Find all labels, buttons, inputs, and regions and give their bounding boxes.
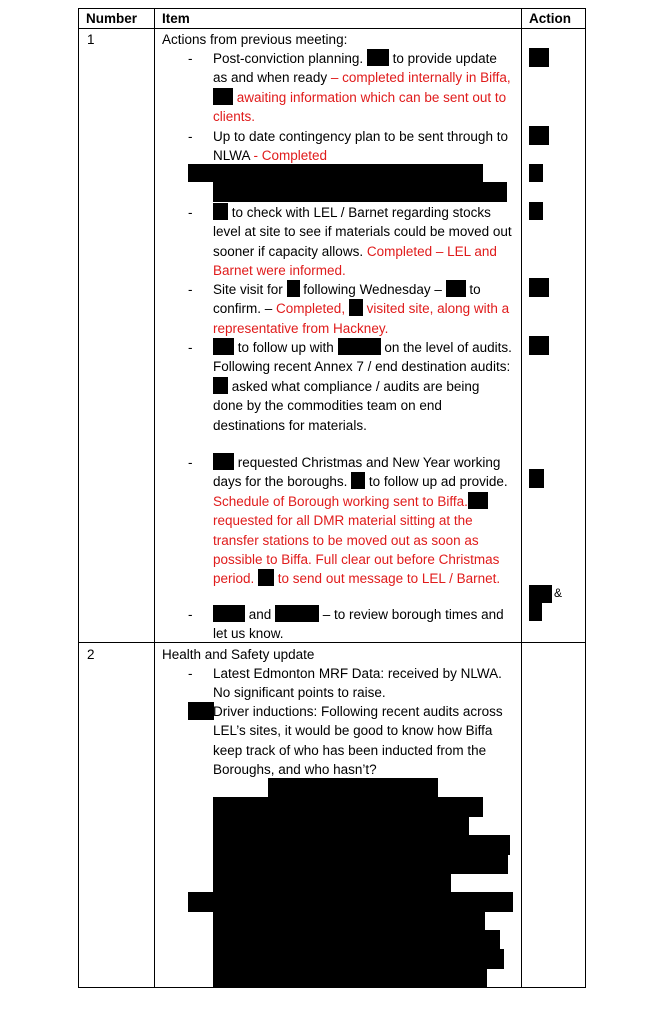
redaction-block — [213, 968, 487, 987]
bullet-text: and — [245, 607, 276, 622]
bullet-text: to check with LEL / Barnet regarding stocks level at site to see if materials could be moved out sooner if capacity allows. — [213, 205, 512, 259]
bullet-red-text: Completed, — [276, 301, 349, 317]
bullet-contingency-plan — [213, 127, 513, 166]
action-redaction — [529, 469, 544, 488]
row-number-2: 2 — [87, 647, 95, 662]
bullet-text: Site visit for — [213, 282, 287, 297]
redaction-block — [275, 605, 319, 622]
bullet-dash: - — [188, 340, 193, 355]
redaction-block — [338, 338, 381, 355]
redaction-block — [468, 492, 488, 509]
bullet-red-text: requested for all DMR material sitting at the transfer stations to be moved out as soon as possible to Biffa. Full clear out before Christmas period. — [213, 513, 500, 587]
redaction-block — [213, 338, 234, 355]
bullet-site-visit — [213, 280, 513, 338]
bullet-dash: - — [188, 51, 193, 66]
redaction-block — [213, 453, 234, 470]
redaction-block — [213, 930, 500, 950]
redaction-block — [268, 778, 438, 797]
redaction-block — [367, 49, 389, 66]
redaction-block — [213, 182, 507, 202]
redaction-block — [213, 203, 228, 220]
bullet-christmas-working-days — [213, 453, 513, 589]
bullet-red-text: - Completed — [253, 148, 328, 164]
bullet-dash: - — [188, 666, 193, 681]
action-ampersand: & — [554, 586, 563, 600]
bullet-dash: - — [188, 455, 193, 470]
row2-heading: Health and Safety update — [162, 647, 315, 662]
table-column-divider-1 — [154, 8, 155, 988]
bullet-stocks-level — [213, 203, 513, 281]
bullet-text: to confirm. – — [213, 282, 481, 317]
bullet-text: Latest Edmonton MRF Data: received by NLWA. No significant points to raise. — [213, 666, 502, 701]
action-redaction — [529, 585, 552, 603]
redaction-block — [213, 911, 485, 931]
redaction-block — [446, 280, 466, 297]
bullet-red-text: Completed – LEL and Barnet were informed. — [213, 243, 497, 279]
redaction-block — [213, 88, 233, 105]
redaction-block — [287, 280, 300, 297]
bullet-mrf-data — [213, 664, 513, 703]
action-redaction — [529, 126, 549, 145]
redaction-block — [213, 816, 469, 836]
redaction-block — [213, 377, 228, 394]
bullet-audits — [213, 338, 513, 435]
header-action: Action — [529, 11, 571, 26]
row1-heading: Actions from previous meeting: — [162, 32, 348, 47]
bullet-text: Driver inductions: Following recent audits across LEL’s sites, it would be good to know how Biffa keep track of who has been inducted from the Boroughs, and who hasn’t? — [213, 704, 503, 778]
redaction-block — [188, 164, 483, 182]
action-redaction — [529, 48, 549, 67]
redaction-block — [258, 569, 274, 586]
action-redaction — [529, 336, 549, 355]
action-redaction — [529, 164, 543, 182]
header-item: Item — [162, 11, 190, 26]
bullet-red-text: – completed internally in Biffa, — [327, 70, 511, 86]
redaction-block — [213, 797, 483, 817]
bullet-text: asked what compliance / audits are being done by the commodities team on end destinations for materials. — [213, 378, 480, 433]
bullet-dash: - — [188, 129, 193, 144]
table-border-left — [78, 8, 79, 988]
header-number: Number — [86, 11, 138, 26]
bullet-dash: - — [188, 607, 193, 622]
redaction-block — [213, 605, 245, 622]
bullet-dash: - — [188, 282, 193, 297]
bullet-text: to follow up with — [234, 340, 338, 355]
bullet-red-text: visited site, along with a representative from Hackney. — [213, 301, 510, 336]
bullet-dash: - — [188, 205, 193, 220]
redaction-block — [213, 835, 510, 855]
bullet-review-borough-times — [213, 605, 513, 644]
row-number-1: 1 — [87, 32, 95, 47]
bullet-text: requested Christmas and New Year working days for the boroughs. — [213, 455, 501, 490]
bullet-text: to provide update as and when ready — [213, 51, 497, 86]
redaction-block — [213, 949, 504, 969]
bullet-post-conviction — [213, 49, 513, 127]
table-column-divider-2 — [521, 8, 522, 988]
bullet-text: Up to date contingency plan to be sent through to NLWA — [213, 129, 508, 164]
bullet-text: Post-conviction planning. — [213, 51, 367, 66]
redaction-block — [213, 873, 451, 893]
redaction-block — [188, 702, 214, 720]
bullet-red-text: Schedule of Borough working sent to Biffa. — [213, 493, 468, 509]
bullet-red-text: awaiting information which can be sent out to clients. — [213, 89, 507, 125]
redaction-block — [351, 472, 365, 489]
bullet-text: to follow up ad provide. — [365, 474, 508, 490]
bullet-text: – to review borough times and let us know. — [213, 607, 504, 642]
redaction-block — [349, 299, 363, 316]
action-redaction — [529, 278, 549, 297]
bullet-red-text: to send out message to LEL / Barnet. — [274, 571, 501, 587]
bullet-text: following Wednesday – — [299, 282, 446, 297]
redaction-block — [188, 892, 513, 912]
table-border-right — [585, 8, 586, 988]
bullet-driver-inductions — [213, 702, 513, 780]
action-redaction — [529, 603, 542, 621]
redaction-block — [213, 854, 508, 874]
bullet-text: on the level of audits. Following recent Annex 7 / end destination audits: — [213, 340, 512, 375]
action-redaction — [529, 202, 543, 220]
